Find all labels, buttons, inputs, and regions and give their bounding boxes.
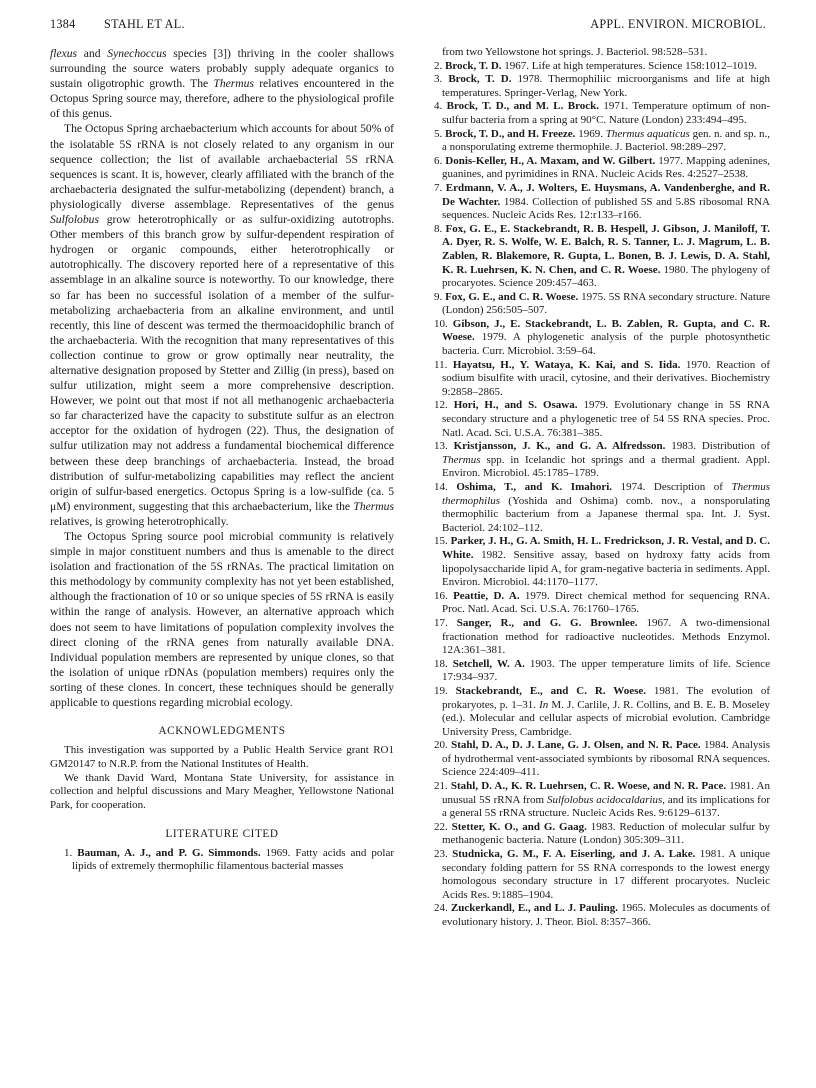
reference-authors: Parker, J. H., G. A. Smith, H. L. Fredrickson, J. R. Vestal, and D. C. White. [442,535,771,561]
reference-authors: Brock, T. D., and M. L. Brock. [446,100,600,113]
reference-authors: Stetter, K. O., and G. Gaag. [451,820,587,833]
reference-text: 1981. An unusual 5S rRNA from [442,780,771,806]
reference-number: 23. [434,848,448,861]
reference-authors: Stahl, D. A., K. R. Luehrsen, C. R. Woese, and N. R. Pace. [450,780,727,793]
reference-authors: Brock, T. D. [448,73,512,86]
page-number: 1384 [50,17,76,31]
reference-text: 1977. Mapping adenines, guanines, and pyrimidines in RNA. Nucleic Acids Res. 4:2527–2538. [442,154,771,181]
reference-number: 14. [434,481,448,493]
reference-item [420,291,770,318]
reference-item [420,318,770,359]
reference-text: 1967. Life at high temperatures. Science 158:1012–1019. [501,59,757,72]
reference-authors: Sanger, R., and G. G. Brownlee. [456,616,638,629]
reference-authors: Peattie, D. A. [453,589,520,602]
reference-item [420,739,770,780]
reference-number: 12. [434,399,448,412]
reference-item [420,399,770,440]
genus-italic: Thermus [353,499,394,513]
reference-text: 1965. Molecules as documents of evolutionary history. J. Theor. Biol. 8:357–366. [442,902,771,928]
reference-text: 1983. Distribution of [665,440,770,453]
journal-name: APPL. ENVIRON. MICROBIOL. [590,17,766,31]
reference-text: 1981. A unique secondary folding pattern for 5S RNA corresponds to the lowest energy homologous secondary structure in 17 different procaryotes. Nucleic Acids Res. 9:1885–1904. [442,848,770,901]
reference-number: 20. [434,739,448,752]
reference-authors: Setchell, W. A. [452,657,525,670]
reference-number: 19. [434,684,448,697]
reference-item [420,223,770,291]
reference-text: 1967. A two-dimensional fractionation method for radioactive nucleotides. Methods Enzymol. 12A:361–381. [442,616,770,657]
reference-number: 16. [434,589,448,602]
reference-item [420,590,770,617]
reference-item [420,73,770,100]
reference-item [420,658,770,685]
reference-text: 1983. Reduction of molecular sulfur by methanogenic bacteria. Nature (London) 305:309–311. [442,820,770,847]
reference-text: 1974. Description of [612,481,732,493]
reference-number: 18. [434,657,448,670]
reference-authors: Fox, G. E., E. Stackebrandt, R. B. Hespell, J. Gibson, J. Maniloff, T. A. Dyer, R. S. Wolfe, W. E. Balch, R. S. Tanner, L. J. Magrum, L. B. Zablen, R. Blakemore, R. Gupta, L. Bonen, B. J. Lewis, D. A. Stahl, K. R. Luehrsen, K. N. Chen, and C. R. Woese. [442,222,771,276]
reference-italic: Thermus [442,453,481,466]
reference-italic: In [539,698,549,711]
reference-number: 9. [434,290,443,303]
reference-item [420,155,770,182]
genus-italic: Sulfolobus [50,213,99,227]
reference-item [420,685,770,739]
reference-item [420,780,770,821]
reference-text: 1984. Analysis of hydrothermal vent-associated symbionts by ribosomal RNA sequences. Science 224:409–411. [442,739,771,779]
reference-text: , and its implications for a general 5S rRNA structure. Nucleic Acids Res. 9:6129–6137. [442,793,771,820]
reference-authors: Donis-Keller, H., A. Maxam, and W. Gilbert. [445,154,656,167]
reference-authors: Zuckerkandl, E., and L. J. Pauling. [450,902,618,915]
reference-authors: Stackebrandt, E., and C. R. Woese. [455,684,646,697]
reference-italic: Thermus aquaticus [605,127,690,140]
reference-item [420,481,770,535]
reference-item [420,848,770,902]
reference-item [420,60,770,74]
reference-number: 7. [434,181,443,194]
reference-number: 15. [434,535,448,548]
reference-text: 1975. 5S RNA secondary structure. Nature (London) 256:505–507. [442,290,770,317]
reference-authors: Bauman, A. J., and P. G. Simmonds. [77,846,261,859]
reference-authors: Kristjansson, J. K., and G. A. Alfredsson. [453,440,666,453]
reference-item [420,359,770,400]
running-authors: STAHL ET AL. [104,17,185,31]
reference-authors: Stahl, D. A., D. J. Lane, G. J. Olsen, and N. R. Pace. [451,739,701,752]
genus-italic: Thermus [213,77,254,91]
reference-item [420,821,770,848]
reference-text: 1969. [575,127,606,140]
reference-italic: Thermus thermophilus [442,481,771,507]
reference-text: 1982. Sensitive assay, based on hydroxy fatty acids from lipopolysaccharide lipid A, for gram-negative bacteria in sediments. Appl. Environ. Microbiol. 44:1170–1177. [442,548,770,589]
reference-number: 5. [434,127,443,140]
text-run: relatives, is growing heterotrophically. [50,514,229,528]
reference-authors: Oshima, T., and K. Imahori. [456,481,613,493]
reference-list [420,60,770,930]
reference-number: 11. [434,358,448,371]
reference-item [420,617,770,658]
reference-item [420,182,770,223]
reference-text: (Yoshida and Oshima) comb. nov., a nonsporulating thermophilic bacterium from a Japanese thermal spa. Int. J. Syst. Bacteriol. 24:102–112. [442,494,770,534]
reference-text: M. J. Carlile, J. R. Collins, and B. E. B. Moseley (ed.). Molecular and cellular aspects of microbial evolution. Cambridge University Press, Cambridge. [442,698,770,738]
reference-text: spp. in Icelandic hot springs and a thermal gradient. Appl. Environ. Microbiol. 45:1785–1789. [442,453,770,480]
reference-item [420,440,770,481]
reference-number: 17. [434,616,448,629]
reference-text: 1903. The upper temperature limits of life. Science 17:934–937. [442,657,770,684]
reference-item [50,847,394,874]
text-run: species [3]) thriving in the cooler shallows surrounding the source waters probably supply adequate organics to sustain oligotrophic growth. The [50,47,394,91]
reference-number: 24. [434,902,448,915]
right-column [420,46,770,930]
body-paragraph-3: The Octopus Spring source pool microbial community is relatively simple in major constituent numbers and thus is amenable to the direct isolation and fractionation of the 5S rRNAs. The practical limitation on this methodology by community complexity has not yet been established, although the fractionation of 10 or so unique species of 5S rRNA is easily within the range of analysis. However, an alternative approach which does not seem to have limitations of population complexity involves the direct cloning of the rRNA genes from naturally available DNA. Individual population members are represented by unique clones, so that the isolation of unique rDNAs (population members) requires only the sorting of these clones. In concert, these techniques should be generally applicable to questions regarding microbial ecology. [50,530,394,710]
genus-italic: Synechoccus [107,47,167,60]
reference-text: gen. n. and sp. n., a nonsporulating extreme thermophile. J. Bacteriol. 98:289–297. [442,127,771,154]
reference-number: 6. [434,154,443,167]
reference-number: 8. [434,222,443,235]
reference-authors: Hori, H., and S. Osawa. [453,399,578,412]
text-run: relatives encountered in the Octopus Spring source may, therefore, adhere to the physiological profile of this genus. [50,77,395,121]
reference-authors: Gibson, J., E. Stackebrandt, L. B. Zablen, R. Gupta, and C. R. Woese. [442,317,771,344]
reference-text: 1979. Direct chemical method for sequencing RNA. Proc. Natl. Acad. Sci. U.S.A. 76:1760–1765. [442,589,770,616]
text-run: and [77,47,108,60]
reference-authors: Brock, T. D. [445,59,502,72]
genus-italic: flexus [50,47,78,60]
reference-number: 3. [434,73,443,86]
reference-continuation: from two Yellowstone hot springs. J. Bacteriol. 98:528–531. [442,46,708,58]
reference-text: 1979. A phylogenetic analysis of the purple photosynthetic bacteria. Curr. Microbiol. 3:59–64. [442,331,770,358]
left-column [50,46,394,874]
reference-text: 1981. The evolution of prokaryotes, p. 1–31. [442,684,771,711]
reference-number: 2. [434,59,443,72]
acknowledgment-thanks: We thank David Ward, Montana State University, for assistance in collection and helpful discussions and Mary Meagher, Yellowstone National Park, for cooperation. [50,771,394,812]
reference-authors: Fox, G. E., and C. R. Woese. [445,290,579,303]
reference-number: 4. [434,100,443,113]
reference-item [420,535,770,589]
reference-number: 1. [64,846,73,859]
reference-italic: Sulfolobus acidocaldarius [546,793,663,806]
reference-text: 1971. Temperature optimum of non-sulfur bacteria from a spring at 90°C. Nature (London) 233:494–495. [442,100,771,126]
reference-item [420,902,770,929]
reference-number: 22. [434,820,448,833]
reference-authors: Brock, T. D., and H. Freeze. [445,127,576,140]
reference-text: 1978. Thermophiliic microorganisms and life at high temperatures. Springer-Verlag, New York. [442,73,770,99]
reference-text: 1980. The phylogeny of procaryotes. Science 209:457–463. [442,263,770,290]
reference-authors: Studnicka, G. M., F. A. Eiserling, and J. A. Lake. [452,848,696,861]
reference-item [420,100,770,127]
reference-text: 1970. Reaction of sodium bisulfite with uracil, cytosine, and their derivatives. Biochemistry 9:2858–2865. [442,358,770,398]
reference-authors: Erdmann, V. A., J. Wolters, E. Huysmans, A. Vandenberghe, and R. De Wachter. [442,181,770,208]
reference-authors: Hayatsu, H., Y. Wataya, K. Kai, and S. Iida. [452,358,681,371]
reference-number: 21. [434,780,448,793]
body-paragraph-2 [50,121,394,529]
literature-heading: LITERATURE CITED [165,827,279,840]
reference-text: 1979. Evolutionary change in 5S RNA secondary structure and a phylogenetic tree of 54 5S RNA species. Proc. Natl. Acad. Sci. U.S.A. 76:381–385. [442,399,770,439]
running-header [50,17,766,37]
text-run: grow heterotrophically or as sulfur-oxidizing autotrophs. Other members of this branch grow by sulfur-dependent respiration of hydrogen or organic compounds, either heterotrophically or autotrophically. The discovery reported here of a representative of this assemblage in an alkaline source is noteworthy. To our knowledge, there so far has been no successful isolation of a member of the sulfur-metabolizing archaebacteria from an alkaline environment, and until recently, this line of descent was termed the thermoacidophilic branch of the archaebacteria. With the recognition that many representatives of this collection continue to grow or grow optimally near neutrality, the alternative designation proposed by Stetter and Zillig (in press), based on sulfur utilization, might seem a more comprehensive description. However, we point out that most if not all methanogenic archaebacteria so far characterized have the capacity to substitute sulfur as an electron acceptor for the oxidation of hydrogen (22). Thus, the designation of sulfur utilization may not address a fundamental biochemical difference between these deep branchings of archaebacteria. Instead, the broad distribution of sulfur-metabolizing capabilities may reflect the ancient origin of sulfur-based energetics. Octopus Spring is a low-sulfide (ca. 5 μM) environment, suggesting that this archaebacterium, like the [50,213,394,513]
reference-item [420,128,770,155]
acknowledgment-funding: This investigation was supported by a Public Health Service grant RO1 GM20147 to N.R.P. from the National Institutes of Health. [50,744,394,770]
body-paragraph-1 [50,46,394,121]
reference-text: 1969. Fatty acids and polar lipids of extremely thermophilic filamentous bacterial masses [72,846,395,873]
reference-number: 10. [434,317,448,330]
acknowledgments-heading: ACKNOWLEDGMENTS [158,725,286,738]
reference-text: 1984. Collection of published 5S and 5.8S ribosomal RNA sequences. Nucleic Acids Res. 12:r133–r166. [442,195,770,222]
reference-number: 13. [434,440,448,453]
text-run: The Octopus Spring archaebacterium which accounts for about 50% of the isolatable 5S rRNA is not closely related to any organism in our sequence collection; the list of available archaebacterial 5S rRNA sequences is scant. It is, however, clearly affiliated with the branch of the archaebacteria designated the sulfur-metabolizing (dependent) branch, a physiologically diverse assemblage. Representatives of the genus [50,122,394,211]
